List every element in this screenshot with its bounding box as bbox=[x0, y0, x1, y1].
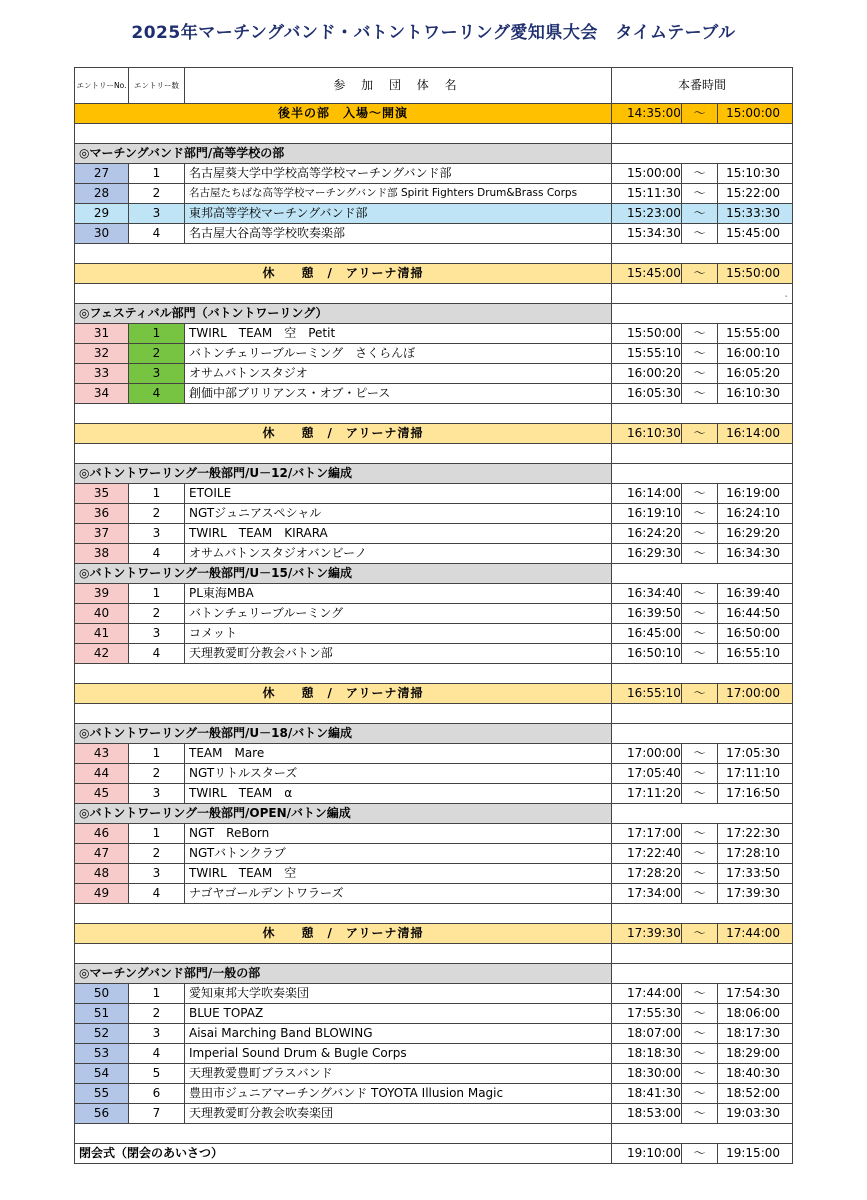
blank-time-cell bbox=[612, 1124, 793, 1144]
entry-number: 28 bbox=[75, 184, 129, 204]
start-time: 17:05:40 bbox=[612, 764, 682, 784]
entry-row bbox=[75, 204, 793, 224]
time-separator: ～ bbox=[682, 584, 718, 604]
section-title: ◎バトントワーリング一般部門/U－15/バトン編成 bbox=[75, 564, 612, 584]
timetable bbox=[74, 67, 793, 1164]
time-separator: ～ bbox=[682, 604, 718, 624]
end-time: 16:29:20 bbox=[718, 524, 793, 544]
time-separator: ～ bbox=[682, 1084, 718, 1104]
entry-row bbox=[75, 584, 793, 604]
end-time: 16:19:00 bbox=[718, 484, 793, 504]
time-separator: ～ bbox=[682, 1064, 718, 1084]
end-time: 18:29:00 bbox=[718, 1044, 793, 1064]
break-row bbox=[75, 924, 793, 944]
group-name: NGTリトルスターズ bbox=[185, 764, 612, 784]
start-time: 17:22:40 bbox=[612, 844, 682, 864]
section-time-cell bbox=[612, 144, 793, 164]
start-time: 16:55:10 bbox=[612, 684, 682, 704]
start-time: 17:55:30 bbox=[612, 1004, 682, 1024]
entry-row bbox=[75, 1044, 793, 1064]
time-separator: ～ bbox=[682, 744, 718, 764]
section-title: ◎フェスティバル部門（バトントワーリング） bbox=[75, 304, 612, 324]
time-separator: ～ bbox=[682, 884, 718, 904]
group-name: オサムバトンスタジオバンビーノ bbox=[185, 544, 612, 564]
group-name: TEAM Mare bbox=[185, 744, 612, 764]
entry-number: 37 bbox=[75, 524, 129, 544]
entry-row bbox=[75, 1104, 793, 1124]
entry-row bbox=[75, 784, 793, 804]
group-name: 名古屋葵大学中学校高等学校マーチングバンド部 bbox=[185, 164, 612, 184]
entry-row bbox=[75, 364, 793, 384]
section-header-row bbox=[75, 304, 793, 324]
time-separator: ～ bbox=[682, 824, 718, 844]
time-separator: ～ bbox=[682, 364, 718, 384]
entry-no-header: エントリーNo. bbox=[75, 68, 129, 104]
section-time-cell bbox=[612, 724, 793, 744]
time-separator: ～ bbox=[682, 924, 718, 944]
blank-row bbox=[75, 1124, 793, 1144]
group-name: BLUE TOPAZ bbox=[185, 1004, 612, 1024]
blank-time-cell bbox=[612, 444, 793, 464]
entry-row bbox=[75, 164, 793, 184]
start-time: 15:11:30 bbox=[612, 184, 682, 204]
section-header-row bbox=[75, 804, 793, 824]
entry-row bbox=[75, 624, 793, 644]
time-separator: ～ bbox=[682, 544, 718, 564]
group-name: Aisai Marching Band BLOWING bbox=[185, 1024, 612, 1044]
end-time: 15:33:30 bbox=[718, 204, 793, 224]
time-separator: ～ bbox=[682, 1104, 718, 1124]
entry-count: 3 bbox=[129, 204, 185, 224]
entry-count: 3 bbox=[129, 624, 185, 644]
entry-number: 48 bbox=[75, 864, 129, 884]
group-name: バトンチェリーブルーミング さくらんぼ bbox=[185, 344, 612, 364]
group-name: 愛知東邦大学吹奏楽団 bbox=[185, 984, 612, 1004]
start-time: 17:39:30 bbox=[612, 924, 682, 944]
entry-count: 5 bbox=[129, 1064, 185, 1084]
end-time: 17:33:50 bbox=[718, 864, 793, 884]
blank-cell bbox=[75, 124, 612, 144]
entry-number: 30 bbox=[75, 224, 129, 244]
group-name: TWIRL TEAM α bbox=[185, 784, 612, 804]
group-name: NGTバトンクラブ bbox=[185, 844, 612, 864]
entry-count: 3 bbox=[129, 524, 185, 544]
end-time: 17:44:00 bbox=[718, 924, 793, 944]
time-separator: ～ bbox=[682, 484, 718, 504]
section-time-cell bbox=[612, 804, 793, 824]
entry-count: 2 bbox=[129, 1004, 185, 1024]
start-time: 15:45:00 bbox=[612, 264, 682, 284]
entry-row bbox=[75, 484, 793, 504]
entry-row bbox=[75, 384, 793, 404]
blank-time-cell: . bbox=[612, 284, 793, 304]
group-name: 名古屋たちばな高等学校マーチングバンド部 Spirit Fighters Drum&Brass Corps bbox=[185, 184, 612, 204]
end-time: 16:34:30 bbox=[718, 544, 793, 564]
start-time: 15:55:10 bbox=[612, 344, 682, 364]
entry-row bbox=[75, 184, 793, 204]
group-name: TWIRL TEAM KIRARA bbox=[185, 524, 612, 544]
end-time: 16:10:30 bbox=[718, 384, 793, 404]
entry-number: 34 bbox=[75, 384, 129, 404]
time-separator: ～ bbox=[682, 204, 718, 224]
group-name: PL東海MBA bbox=[185, 584, 612, 604]
time-separator: ～ bbox=[682, 384, 718, 404]
blank-row bbox=[75, 124, 793, 144]
end-time: 16:44:50 bbox=[718, 604, 793, 624]
entry-count: 2 bbox=[129, 184, 185, 204]
section-time-cell bbox=[612, 564, 793, 584]
entry-number: 53 bbox=[75, 1044, 129, 1064]
start-time: 16:00:20 bbox=[612, 364, 682, 384]
entry-count: 1 bbox=[129, 824, 185, 844]
entry-row bbox=[75, 504, 793, 524]
end-time: 17:16:50 bbox=[718, 784, 793, 804]
time-separator: ～ bbox=[682, 344, 718, 364]
end-time: 16:50:00 bbox=[718, 624, 793, 644]
header-row bbox=[75, 68, 793, 104]
break-label: 休 憩 / アリーナ清掃 bbox=[75, 924, 612, 944]
section-title: ◎バトントワーリング一般部門/U－18/バトン編成 bbox=[75, 724, 612, 744]
end-time: 16:05:20 bbox=[718, 364, 793, 384]
time-separator: ～ bbox=[682, 1144, 718, 1164]
section-title: ◎バトントワーリング一般部門/OPEN/バトン編成 bbox=[75, 804, 612, 824]
end-time: 17:00:00 bbox=[718, 684, 793, 704]
start-time: 16:10:30 bbox=[612, 424, 682, 444]
entry-number: 54 bbox=[75, 1064, 129, 1084]
start-time: 19:10:00 bbox=[612, 1144, 682, 1164]
blank-cell bbox=[75, 444, 612, 464]
group-name: Imperial Sound Drum & Bugle Corps bbox=[185, 1044, 612, 1064]
blank-time-cell bbox=[612, 704, 793, 724]
end-time: 17:22:30 bbox=[718, 824, 793, 844]
entry-count: 7 bbox=[129, 1104, 185, 1124]
group-name: TWIRL TEAM 空 bbox=[185, 864, 612, 884]
end-time: 17:39:30 bbox=[718, 884, 793, 904]
start-time: 17:00:00 bbox=[612, 744, 682, 764]
time-separator: ～ bbox=[682, 424, 718, 444]
section-title: ◎マーチングバンド部門/高等学校の部 bbox=[75, 144, 612, 164]
start-time: 15:34:30 bbox=[612, 224, 682, 244]
start-time: 17:17:00 bbox=[612, 824, 682, 844]
end-time: 15:55:00 bbox=[718, 324, 793, 344]
start-time: 18:53:00 bbox=[612, 1104, 682, 1124]
end-time: 18:17:30 bbox=[718, 1024, 793, 1044]
end-time: 16:14:00 bbox=[718, 424, 793, 444]
end-time: 18:52:00 bbox=[718, 1084, 793, 1104]
blank-time-cell bbox=[612, 124, 793, 144]
entry-row bbox=[75, 344, 793, 364]
entry-number: 27 bbox=[75, 164, 129, 184]
start-time: 17:44:00 bbox=[612, 984, 682, 1004]
entry-row bbox=[75, 1024, 793, 1044]
entry-number: 42 bbox=[75, 644, 129, 664]
section-header-row bbox=[75, 464, 793, 484]
section-title: ◎マーチングバンド部門/一般の部 bbox=[75, 964, 612, 984]
group-name: 創価中部ブリリアンス・オブ・ピース bbox=[185, 384, 612, 404]
entry-number: 40 bbox=[75, 604, 129, 624]
entry-row bbox=[75, 1004, 793, 1024]
entry-number: 29 bbox=[75, 204, 129, 224]
start-time: 18:41:30 bbox=[612, 1084, 682, 1104]
blank-row bbox=[75, 404, 793, 424]
break-label: 休 憩 / アリーナ清掃 bbox=[75, 264, 612, 284]
start-time: 15:50:00 bbox=[612, 324, 682, 344]
entry-number: 36 bbox=[75, 504, 129, 524]
section-header-row bbox=[75, 724, 793, 744]
start-time: 15:23:00 bbox=[612, 204, 682, 224]
end-time: 17:28:10 bbox=[718, 844, 793, 864]
blank-cell bbox=[75, 904, 612, 924]
entry-row bbox=[75, 844, 793, 864]
entry-row bbox=[75, 864, 793, 884]
group-name: 天理教愛豊町ブラスバンド bbox=[185, 1064, 612, 1084]
entry-row bbox=[75, 984, 793, 1004]
start-time: 16:45:00 bbox=[612, 624, 682, 644]
blank-row bbox=[75, 664, 793, 684]
time-separator: ～ bbox=[682, 684, 718, 704]
time-separator: ～ bbox=[682, 264, 718, 284]
time-separator: ～ bbox=[682, 104, 718, 124]
time-separator: ～ bbox=[682, 864, 718, 884]
entry-number: 41 bbox=[75, 624, 129, 644]
entry-count: 1 bbox=[129, 324, 185, 344]
entry-count: 4 bbox=[129, 224, 185, 244]
blank-time-cell bbox=[612, 664, 793, 684]
entry-number: 32 bbox=[75, 344, 129, 364]
entry-count: 2 bbox=[129, 764, 185, 784]
time-separator: ～ bbox=[682, 1004, 718, 1024]
start-time: 16:34:40 bbox=[612, 584, 682, 604]
group-name-header: 参 加 団 体 名 bbox=[185, 68, 612, 104]
entry-count: 2 bbox=[129, 504, 185, 524]
section-time-cell bbox=[612, 304, 793, 324]
start-time: 18:07:00 bbox=[612, 1024, 682, 1044]
time-separator: ～ bbox=[682, 164, 718, 184]
end-time: 15:45:00 bbox=[718, 224, 793, 244]
entry-row bbox=[75, 824, 793, 844]
start-time: 17:11:20 bbox=[612, 784, 682, 804]
group-name: NGT ReBorn bbox=[185, 824, 612, 844]
start-time: 15:00:00 bbox=[612, 164, 682, 184]
closing-label: 閉会式（閉会のあいさつ） bbox=[75, 1144, 612, 1164]
entry-row bbox=[75, 744, 793, 764]
entry-row bbox=[75, 1084, 793, 1104]
blank-row bbox=[75, 944, 793, 964]
time-separator: ～ bbox=[682, 184, 718, 204]
end-time: 17:05:30 bbox=[718, 744, 793, 764]
entry-count: 3 bbox=[129, 1024, 185, 1044]
entry-number: 50 bbox=[75, 984, 129, 1004]
time-separator: ～ bbox=[682, 1024, 718, 1044]
start-time: 17:28:20 bbox=[612, 864, 682, 884]
entry-number: 43 bbox=[75, 744, 129, 764]
group-name: 豊田市ジュニアマーチングバンド TOYOTA Illusion Magic bbox=[185, 1084, 612, 1104]
group-name: ナゴヤゴールデントワラーズ bbox=[185, 884, 612, 904]
time-separator: ～ bbox=[682, 224, 718, 244]
time-separator: ～ bbox=[682, 984, 718, 1004]
start-time: 16:05:30 bbox=[612, 384, 682, 404]
section-time-cell bbox=[612, 964, 793, 984]
entry-count: 1 bbox=[129, 744, 185, 764]
entry-count: 4 bbox=[129, 884, 185, 904]
end-time: 18:06:00 bbox=[718, 1004, 793, 1024]
blank-time-cell bbox=[612, 404, 793, 424]
blank-row bbox=[75, 284, 793, 304]
blank-cell bbox=[75, 664, 612, 684]
time-separator: ～ bbox=[682, 504, 718, 524]
entry-row bbox=[75, 764, 793, 784]
end-time: 18:40:30 bbox=[718, 1064, 793, 1084]
start-time: 16:14:00 bbox=[612, 484, 682, 504]
section-header-row bbox=[75, 144, 793, 164]
blank-cell bbox=[75, 284, 612, 304]
end-time: 16:00:10 bbox=[718, 344, 793, 364]
blank-cell bbox=[75, 404, 612, 424]
start-time: 16:19:10 bbox=[612, 504, 682, 524]
group-name: TWIRL TEAM 空 Petit bbox=[185, 324, 612, 344]
entry-row bbox=[75, 644, 793, 664]
section-time-cell bbox=[612, 464, 793, 484]
time-separator: ～ bbox=[682, 324, 718, 344]
time-header: 本番時間 bbox=[612, 68, 793, 104]
entry-row bbox=[75, 224, 793, 244]
end-time: 17:54:30 bbox=[718, 984, 793, 1004]
blank-row bbox=[75, 904, 793, 924]
entry-row bbox=[75, 884, 793, 904]
start-time: 14:35:00 bbox=[612, 104, 682, 124]
time-separator: ～ bbox=[682, 1044, 718, 1064]
blank-time-cell bbox=[612, 244, 793, 264]
entry-count: 3 bbox=[129, 864, 185, 884]
time-separator: ～ bbox=[682, 784, 718, 804]
break-label: 休 憩 / アリーナ清掃 bbox=[75, 684, 612, 704]
start-time: 16:50:10 bbox=[612, 644, 682, 664]
time-separator: ～ bbox=[682, 624, 718, 644]
group-name: 名古屋大谷高等学校吹奏楽部 bbox=[185, 224, 612, 244]
start-time: 17:34:00 bbox=[612, 884, 682, 904]
entry-count: 1 bbox=[129, 484, 185, 504]
entry-number: 46 bbox=[75, 824, 129, 844]
entry-row bbox=[75, 544, 793, 564]
end-time: 19:03:30 bbox=[718, 1104, 793, 1124]
end-time: 16:55:10 bbox=[718, 644, 793, 664]
entry-count: 1 bbox=[129, 584, 185, 604]
blank-row bbox=[75, 244, 793, 264]
entry-row bbox=[75, 524, 793, 544]
section-header-row bbox=[75, 964, 793, 984]
entry-number: 52 bbox=[75, 1024, 129, 1044]
time-separator: ～ bbox=[682, 764, 718, 784]
break-label: 休 憩 / アリーナ清掃 bbox=[75, 424, 612, 444]
time-separator: ～ bbox=[682, 524, 718, 544]
blank-row bbox=[75, 704, 793, 724]
entry-count: 1 bbox=[129, 164, 185, 184]
group-name: オサムバトンスタジオ bbox=[185, 364, 612, 384]
entry-number: 49 bbox=[75, 884, 129, 904]
page-title: 2025年マーチングバンド・バトントワーリング愛知県大会 タイムテーブル bbox=[131, 23, 736, 43]
entry-number: 47 bbox=[75, 844, 129, 864]
group-name: NGTジュニアスペシャル bbox=[185, 504, 612, 524]
blank-cell bbox=[75, 704, 612, 724]
blank-cell bbox=[75, 944, 612, 964]
start-time: 18:18:30 bbox=[612, 1044, 682, 1064]
entry-number: 33 bbox=[75, 364, 129, 384]
end-time: 15:50:00 bbox=[718, 264, 793, 284]
end-time: 16:24:10 bbox=[718, 504, 793, 524]
break-row bbox=[75, 684, 793, 704]
start-time: 16:24:20 bbox=[612, 524, 682, 544]
entry-number: 38 bbox=[75, 544, 129, 564]
end-time: 15:22:00 bbox=[718, 184, 793, 204]
end-time: 15:00:00 bbox=[718, 104, 793, 124]
time-separator: ～ bbox=[682, 844, 718, 864]
start-time: 16:39:50 bbox=[612, 604, 682, 624]
entry-number: 51 bbox=[75, 1004, 129, 1024]
entry-count: 2 bbox=[129, 844, 185, 864]
blank-row bbox=[75, 444, 793, 464]
break-label: 後半の部 入場～開演 bbox=[75, 104, 612, 124]
end-time: 17:11:10 bbox=[718, 764, 793, 784]
end-time: 16:39:40 bbox=[718, 584, 793, 604]
entry-count: 2 bbox=[129, 344, 185, 364]
entry-count: 4 bbox=[129, 644, 185, 664]
start-time: 16:29:30 bbox=[612, 544, 682, 564]
entry-number: 55 bbox=[75, 1084, 129, 1104]
end-time: 19:15:00 bbox=[718, 1144, 793, 1164]
section-title: ◎バトントワーリング一般部門/U－12/バトン編成 bbox=[75, 464, 612, 484]
entry-count: 4 bbox=[129, 544, 185, 564]
blank-time-cell bbox=[612, 904, 793, 924]
entry-row bbox=[75, 324, 793, 344]
blank-cell bbox=[75, 1124, 612, 1144]
break-row bbox=[75, 104, 793, 124]
entry-count: 3 bbox=[129, 364, 185, 384]
entry-count: 3 bbox=[129, 784, 185, 804]
section-header-row bbox=[75, 564, 793, 584]
break-row bbox=[75, 424, 793, 444]
blank-cell bbox=[75, 244, 612, 264]
entry-count: 6 bbox=[129, 1084, 185, 1104]
group-name: ETOILE bbox=[185, 484, 612, 504]
entry-number: 56 bbox=[75, 1104, 129, 1124]
entry-count: 2 bbox=[129, 604, 185, 624]
entry-count: 4 bbox=[129, 1044, 185, 1064]
blank-time-cell bbox=[612, 944, 793, 964]
entry-count-header: エントリー数 bbox=[129, 68, 185, 104]
group-name: バトンチェリーブルーミング bbox=[185, 604, 612, 624]
group-name: 天理教愛町分教会吹奏楽団 bbox=[185, 1104, 612, 1124]
end-time: 15:10:30 bbox=[718, 164, 793, 184]
group-name: 天理教愛町分教会バトン部 bbox=[185, 644, 612, 664]
entry-row bbox=[75, 604, 793, 624]
entry-number: 45 bbox=[75, 784, 129, 804]
entry-number: 35 bbox=[75, 484, 129, 504]
group-name: 東邦高等学校マーチングバンド部 bbox=[185, 204, 612, 224]
entry-row bbox=[75, 1064, 793, 1084]
entry-number: 39 bbox=[75, 584, 129, 604]
time-separator: ～ bbox=[682, 644, 718, 664]
closing-row bbox=[75, 1144, 793, 1164]
entry-number: 31 bbox=[75, 324, 129, 344]
group-name: コメット bbox=[185, 624, 612, 644]
entry-number: 44 bbox=[75, 764, 129, 784]
entry-count: 1 bbox=[129, 984, 185, 1004]
start-time: 18:30:00 bbox=[612, 1064, 682, 1084]
break-row bbox=[75, 264, 793, 284]
entry-count: 4 bbox=[129, 384, 185, 404]
